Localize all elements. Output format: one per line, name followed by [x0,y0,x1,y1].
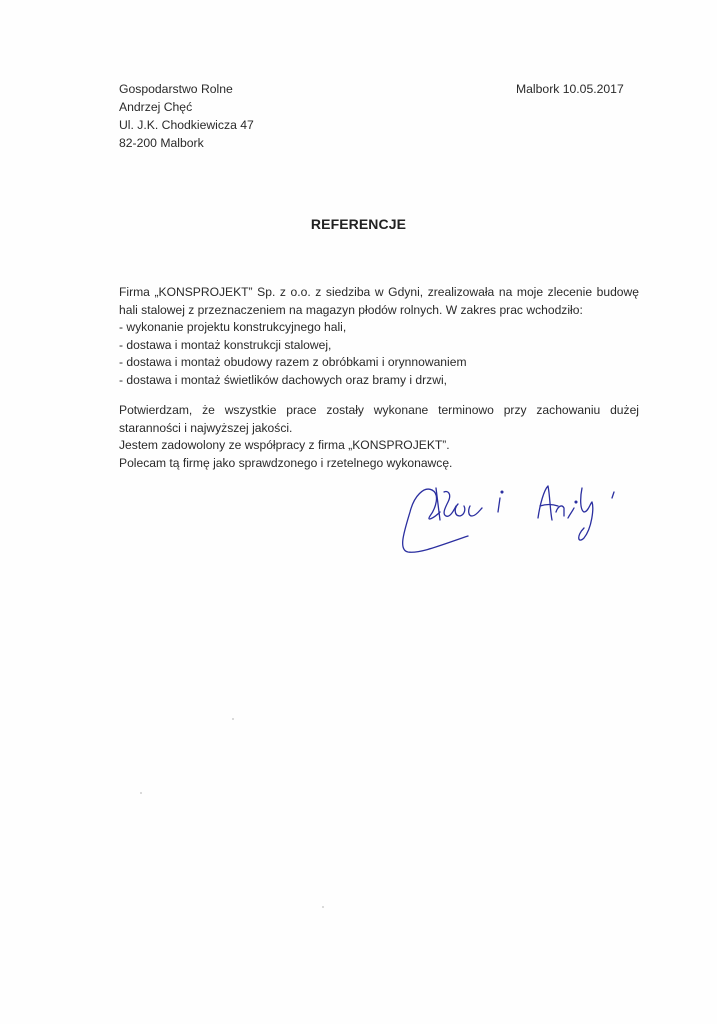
confirmation-line-3: Jestem zadowolony ze współpracy z firma „KONSPROJEKT”. [119,438,450,453]
paper-speck [322,906,324,908]
sender-line-3: Ul. J.K. Chodkiewicza 47 [119,118,254,132]
scope-item: - dostawa i montaż obudowy razem z obróbkami i orynnowaniem [119,355,467,370]
confirmation-line-2: staranności i najwyższej jakości. [119,420,293,435]
confirmation-line-1: Potwierdzam, że wszystkie prace zostały wykonane terminowo przy zachowaniu dużej [119,403,639,417]
confirmation-paragraph [119,402,639,472]
sender-line-1: Gospodarstwo Rolne [119,82,233,96]
letter-date: Malbork 10.05.2017 [516,82,624,96]
sender-line-4: 82-200 Malbork [119,136,204,150]
recommendation-line: Polecam tą firmę jako sprawdzonego i rzetelnego wykonawcę. [119,455,453,470]
sender-line-2: Andrzej Chęć [119,100,193,114]
scope-item: - dostawa i montaż świetlików dachowych oraz bramy i drzwi, [119,372,447,387]
intro-line-1: Firma „KONSPROJEKT” Sp. z o.o. z siedziba w Gdyni, zrealizowała na moje zlecenie budowę [119,285,639,299]
scope-item: - dostawa i montaż konstrukcji stalowej, [119,337,332,352]
handwritten-signature [396,478,636,558]
intro-paragraph [119,284,639,390]
sender-address [119,80,254,152]
intro-line-2: hali stalowej z przeznaczeniem na magazyn płodów rolnych. W zakres prac wchodziło: [119,302,583,317]
scope-item: - wykonanie projektu konstrukcyjnego hali, [119,320,347,335]
paper-speck [140,792,142,794]
paper-speck [232,718,234,720]
document-title: REFERENCJE [310,216,407,232]
